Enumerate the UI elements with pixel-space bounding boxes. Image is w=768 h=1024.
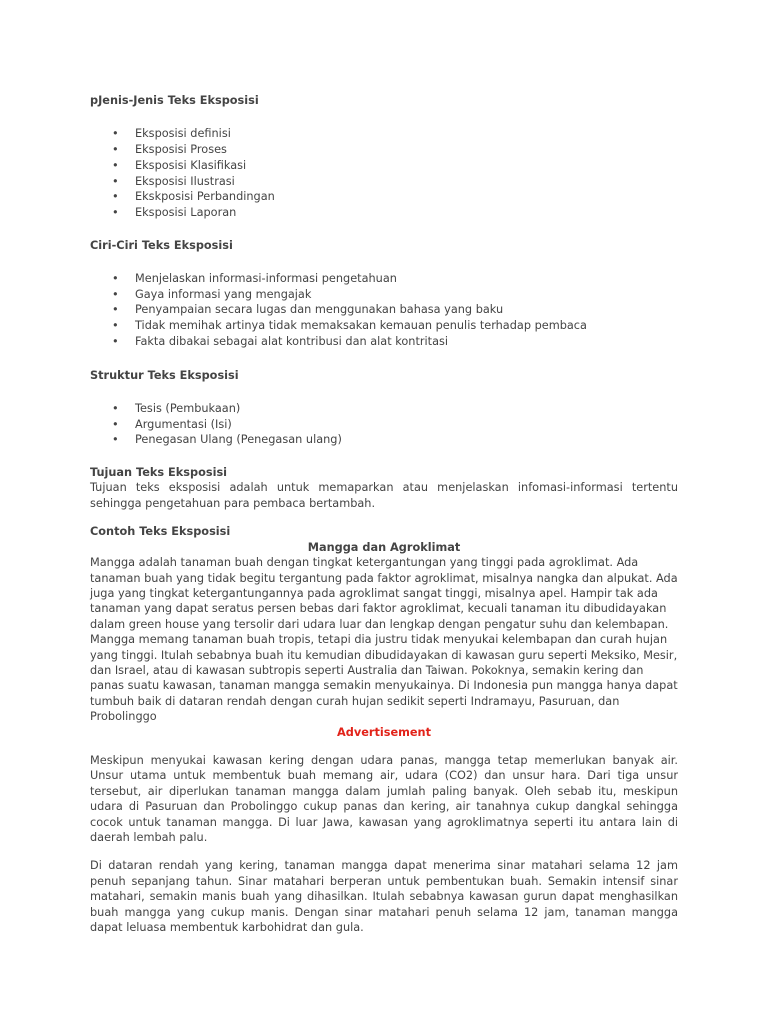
heading-contoh: Contoh Teks Eksposisi xyxy=(90,525,231,539)
list-ciri xyxy=(90,271,678,350)
list-item: • Eksposisi Klasifikasi xyxy=(90,158,678,174)
list-item: • Eksposisi definisi xyxy=(90,126,678,142)
list-item: • Gaya informasi yang mengajak xyxy=(90,287,678,303)
list-item: • Fakta dibakai sebagai alat kontribusi dan alat kontritasi xyxy=(90,334,678,350)
list-item: • Penegasan Ulang (Penegasan ulang) xyxy=(90,432,678,448)
list-item: • Ekskposisi Perbandingan xyxy=(90,189,678,205)
article-paragraph-1: Mangga adalah tanaman buah dengan tingkat ketergantungan yang tinggi pada agroklimat. Ada tanaman buah yang tidak begitu tergantung pada faktor agroklimat, misalnya nangka dan alpukat. Ada juga yang tingkat ketergantungannya pada agroklimat sangat tinggi, misalnya apel. Hampir tak ada tanaman yang dapat seratus persen bebas dari faktor agroklimat, kecuali tanaman itu dibudidayakan dalam green house yang tersolir dari udara luar dan lengkap dengan pengatur suhu dan kelembapan. Mangga memang tanaman buah tropis, tetapi dia justru tidak menyukai kelembapan dan curah hujan yang tinggi. Itulah sebabnya buah itu kemudian dibudidayakan di kawasan guru seperti Meksiko, Mesir, dan Israel, atau di kawasan subtropis seperti Australia dan Taiwan. Pokoknya, semakin kering dan panas suatu kawasan, tanaman mangga semakin menyukainya. Di Indonesia pun mangga hanya dapat tumbuh baik di dataran rendah dengan curah hujan sedikit seperti Indramayu, Pasuruan, dan Probolinggo xyxy=(90,556,678,724)
list-item: • Eksposisi Laporan xyxy=(90,205,678,221)
list-item: • Argumentasi (Isi) xyxy=(90,417,678,433)
advertisement-label: Advertisement xyxy=(337,725,431,739)
list-item: • Menjelaskan informasi-informasi pengetahuan xyxy=(90,271,678,287)
list-item: • Eksposisi Ilustrasi xyxy=(90,174,678,190)
list-item: • Eksposisi Proses xyxy=(90,142,678,158)
list-item: • Tidak memihak artinya tidak memaksakan kemauan penulis terhadap pembaca xyxy=(90,318,678,334)
article-title: Mangga dan Agroklimat xyxy=(307,540,461,554)
heading-struktur: Struktur Teks Eksposisi xyxy=(90,368,239,382)
tujuan-paragraph: Tujuan teks eksposisi adalah untuk memaparkan atau menjelaskan infomasi-informasi tertentu sehingga pengetahuan para pembaca bertambah. xyxy=(90,481,678,510)
heading-jenis: pJenis-Jenis Teks Eksposisi xyxy=(90,94,259,107)
article-paragraph-2: Meskipun menyukai kawasan kering dengan udara panas, mangga tetap memerlukan banyak air. Unsur utama untuk membentuk buah memang air, udara (CO2) dan unsur hara. Dari tiga unsur tersebut, air diperlukan tanaman mangga dalam jumlah paling banyak. Oleh sebab itu, meskipun udara di Pasuruan dan Probolinggo cukup panas dan kering, air tanahnya cukup dangkal sehingga cocok untuk tanaman mangga. Di luar Jawa, kawasan yang agroklimatnya seperti itu antara lain di daerah lembah palu. xyxy=(90,753,678,844)
list-item: • Tesis (Pembukaan) xyxy=(90,401,678,417)
heading-ciri: Ciri-Ciri Teks Eksposisi xyxy=(90,238,233,252)
article-paragraph-3: Di dataran rendah yang kering, tanaman mangga dapat menerima sinar matahari selama 12 jam penuh sepanjang tahun. Sinar matahari berperan untuk pembentukan buah. Semakin intensif sinar matahari, semakin manis buah yang dihasilkan. Itulah sebabnya kawasan gurun dapat menghasilkan buah mangga yang cukup manis. Dengan sinar matahari penuh selama 12 jam, tanaman mangga dapat leluasa membentuk karbohidrat dan gula. xyxy=(90,859,678,935)
document-content xyxy=(90,93,678,935)
list-item: • Penyampaian secara lugas dan menggunakan bahasa yang baku xyxy=(90,302,678,318)
list-struktur xyxy=(90,401,678,448)
heading-tujuan: Tujuan Teks Eksposisi xyxy=(90,466,228,480)
list-jenis xyxy=(90,126,678,220)
